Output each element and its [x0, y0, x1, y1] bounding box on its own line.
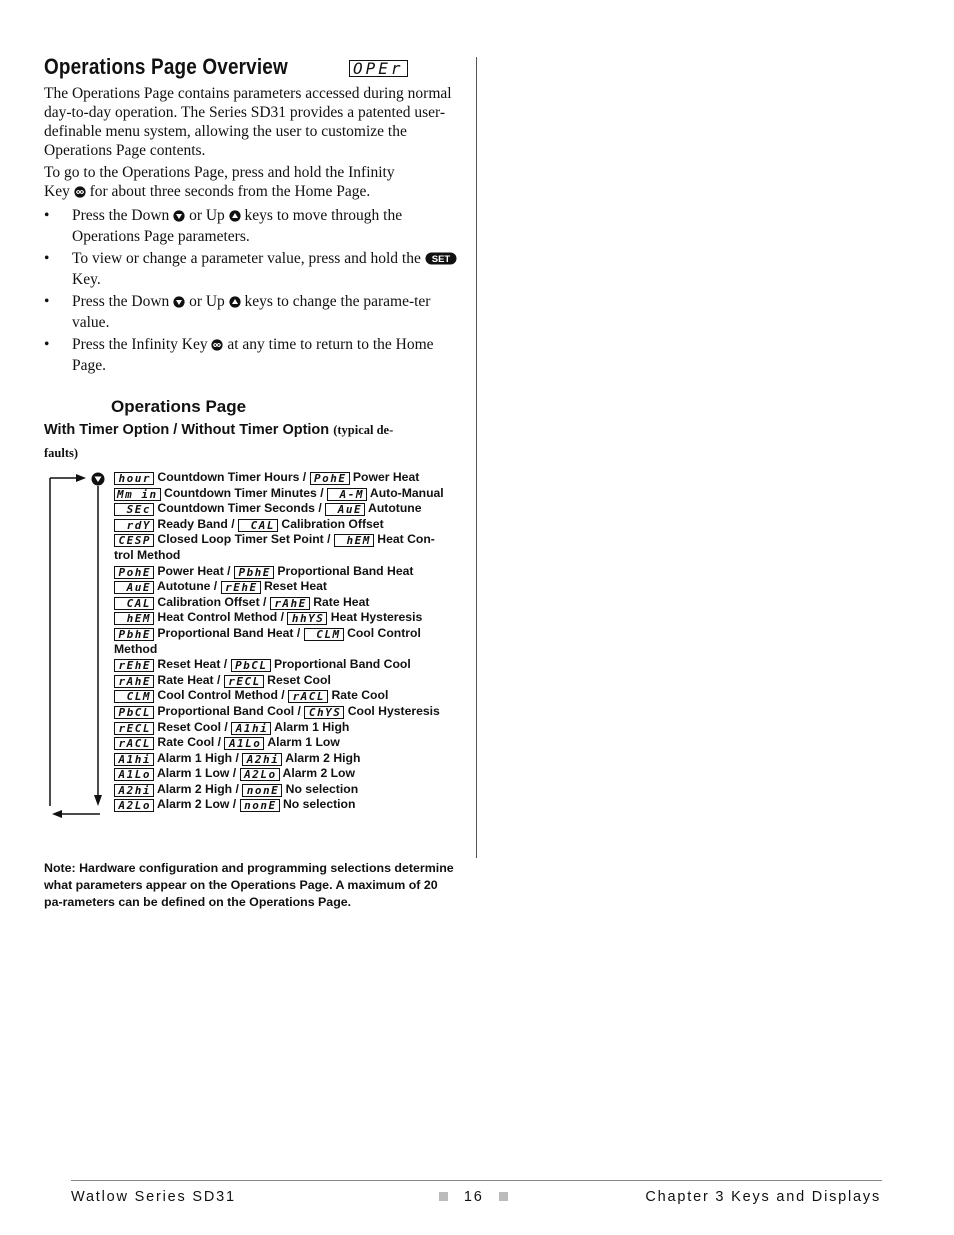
parameter-row — [114, 626, 454, 642]
parameter-label: Autotune / — [156, 579, 218, 594]
title-lcd-display — [349, 60, 408, 78]
footer-square-left — [439, 1192, 448, 1201]
lcd-param-code: CAL — [114, 597, 154, 610]
parameter-label: Countdown Timer Seconds / — [157, 501, 322, 516]
parameter-row — [114, 610, 454, 626]
bullet-text-a: To view or change a parameter value, press and hold the — [72, 250, 421, 267]
goto-text-1: To go to the Operations Page, press and hold the Infinity — [44, 164, 395, 181]
parameter-row — [114, 704, 454, 720]
parameter-row — [114, 564, 454, 580]
parameter-label: Reset Cool / — [157, 719, 228, 734]
parameter-row — [114, 579, 454, 595]
page-title: Operations Page Overview — [44, 54, 288, 79]
bullet-text — [72, 335, 464, 375]
up-arrow-key-icon — [229, 294, 241, 313]
subsection-title — [44, 422, 393, 438]
lcd-param-code-default: A1hi — [231, 722, 271, 735]
bullet-text-a: Press the Down — [72, 207, 170, 224]
bullet-item — [44, 206, 464, 244]
footer-left: Watlow Series SD31 — [71, 1189, 236, 1205]
bullet-dot: • — [44, 336, 50, 353]
parameter-default-label: Cool Hysteresis — [347, 703, 440, 718]
parameter-row — [114, 501, 454, 517]
parameter-row — [114, 751, 454, 767]
subsection-note-a: (typical de- — [333, 423, 394, 437]
bullet-text-b: or Up — [189, 207, 225, 224]
parameter-default-label: Rate Heat — [313, 594, 370, 609]
parameter-default-label: Alarm 2 Low — [282, 766, 355, 781]
subsection-note-b: faults) — [44, 446, 79, 460]
lcd-param-code: hour — [114, 472, 154, 485]
infinity-key-icon — [74, 184, 86, 203]
bullet-dot: • — [44, 293, 50, 310]
lcd-param-code: PohE — [114, 566, 154, 579]
intro-paragraph: The Operations Page contains parameters accessed during normal day-to-day operation. The Series SD31 provides a patented user-definable menu system, allowing the user to customize the Operations Page contents. — [44, 85, 452, 159]
lcd-param-code: SEc — [114, 503, 154, 516]
bullet-text-a: Press the Infinity Key — [72, 336, 208, 353]
column-divider — [476, 57, 477, 858]
footer-divider — [71, 1180, 882, 1181]
lcd-param-code-default: A2hi — [242, 753, 282, 766]
parameter-label: Alarm 1 High / — [156, 750, 239, 765]
footer-page-number — [439, 1189, 508, 1205]
lcd-param-code-default: nonE — [240, 799, 280, 812]
subsection-title-text: With Timer Option / Without Timer Option — [44, 422, 330, 438]
parameter-default-label: Autotune — [368, 501, 422, 516]
parameter-row — [114, 735, 454, 751]
lcd-param-code-default: PbhE — [234, 566, 274, 579]
down-arrowhead — [94, 795, 102, 806]
parameter-row — [114, 720, 454, 736]
parameter-row — [114, 673, 454, 689]
note-text: Note: Hardware configuration and programming selections determine what parameters appear on the Operations Page. A maximum of 20 pa-rameters can be defined on the Operations Page. — [44, 861, 454, 909]
lcd-param-code-default: PbCL — [231, 659, 271, 672]
parameter-label: Countdown Timer Hours / — [157, 470, 307, 484]
parameter-default-label: Alarm 1 High — [274, 719, 350, 734]
parameter-default-label: Reset Cool — [267, 672, 331, 687]
goto-text-2a: Key — [44, 183, 70, 200]
page-number: 16 — [463, 1189, 484, 1205]
bullet-text — [72, 249, 464, 289]
down-arrow-key-icon — [173, 294, 185, 313]
parameter-default-label: Cool Control — [347, 625, 421, 640]
set-key-icon — [425, 251, 457, 270]
parameter-row-continuation: trol Method — [114, 547, 181, 562]
bullet-item — [44, 292, 464, 330]
lcd-param-code-default: AuE — [325, 503, 365, 516]
bottom-arrowhead — [52, 810, 62, 818]
lcd-param-code: hEM — [114, 612, 154, 625]
lcd-param-code: PbCL — [114, 706, 154, 719]
bullet-text-b: or Up — [189, 293, 225, 310]
parameter-row — [114, 797, 454, 813]
lcd-param-code: rAhE — [114, 675, 154, 688]
parameter-default-label: No selection — [282, 797, 356, 812]
parameter-row — [114, 782, 454, 798]
bullet-text-b: at any time to return to the Home Page. — [72, 336, 434, 374]
bullet-item — [44, 249, 464, 287]
parameter-label: Alarm 2 High / — [156, 781, 239, 796]
lcd-param-code: CESP — [114, 534, 154, 547]
bullet-text — [72, 292, 464, 332]
parameter-default-label: Reset Heat — [263, 579, 327, 594]
lcd-param-code: PbhE — [114, 628, 154, 641]
parameter-list — [114, 470, 454, 813]
lcd-param-code-default: rEhE — [221, 581, 261, 594]
parameter-default-label: Rate Cool — [331, 688, 389, 703]
lcd-param-code: rEhE — [114, 659, 154, 672]
parameter-label: Proportional Band Cool / — [157, 703, 301, 718]
bullet-text-a: Press the Down — [72, 293, 170, 310]
lcd-oper: OPEr — [349, 60, 408, 77]
parameter-label: Cool Control Method / — [157, 688, 285, 703]
lcd-param-code-default: A-M — [327, 488, 367, 501]
parameter-default-label: Calibration Offset — [281, 516, 384, 531]
lcd-param-code-default: CAL — [238, 519, 278, 532]
bullet-item — [44, 335, 464, 373]
top-arrowhead — [76, 474, 86, 482]
parameter-default-label: Heat Con- — [377, 532, 435, 547]
footer-square-right — [499, 1192, 508, 1201]
lcd-param-code-default: rECL — [224, 675, 264, 688]
bullet-text-c: keys to change the parame-ter value. — [72, 293, 431, 331]
lcd-param-code-default: nonE — [242, 784, 282, 797]
parameter-row — [114, 486, 454, 502]
lcd-param-code-default: rAhE — [270, 597, 310, 610]
lcd-param-code: A1Lo — [114, 768, 154, 781]
bullet-text-c: keys to move through the Operations Page parameters. — [72, 207, 403, 245]
svg-text:SET: SET — [431, 254, 450, 265]
lcd-param-code-default: hhYS — [287, 612, 327, 625]
goto-paragraph — [44, 163, 464, 203]
parameter-label: Rate Cool / — [157, 735, 222, 750]
lcd-param-code-default: CLM — [304, 628, 344, 641]
lcd-param-code: rACL — [114, 737, 154, 750]
infinity-key-icon — [211, 337, 223, 356]
parameter-label: Closed Loop Timer Set Point / — [157, 532, 331, 547]
lcd-param-code: CLM — [114, 690, 154, 703]
bullet-text-b: Key. — [72, 271, 101, 288]
up-arrow-key-icon — [229, 208, 241, 227]
parameter-label: Calibration Offset / — [157, 594, 267, 609]
parameter-label: Proportional Band Heat / — [157, 625, 301, 640]
parameter-default-label: Auto-Manual — [369, 485, 444, 500]
lcd-param-code: A1hi — [114, 753, 154, 766]
bullet-text — [72, 206, 464, 246]
lcd-param-code: A2Lo — [114, 799, 154, 812]
parameter-default-label: Power Heat — [352, 470, 420, 484]
parameter-default-label: Alarm 1 Low — [267, 735, 340, 750]
lcd-param-code: rdY — [114, 519, 154, 532]
lcd-param-code: AuE — [114, 581, 154, 594]
down-arrow-key-icon — [92, 473, 105, 486]
parameter-row — [114, 688, 454, 704]
lcd-param-code-default: ChYS — [304, 706, 344, 719]
parameter-default-label: Alarm 2 High — [285, 750, 361, 765]
lcd-param-code-default: PohE — [310, 472, 350, 485]
lcd-param-code-default: rACL — [288, 690, 328, 703]
lcd-param-code-default: hEM — [334, 534, 374, 547]
parameter-default-label: Heat Hysteresis — [330, 610, 423, 625]
bullet-dot: • — [44, 250, 50, 267]
parameter-label: Countdown Timer Minutes / — [164, 485, 324, 500]
down-arrow-key-icon — [173, 208, 185, 227]
lcd-param-code-default: A2Lo — [240, 768, 280, 781]
parameter-row — [114, 595, 454, 611]
parameter-row — [114, 470, 454, 486]
parameter-default-label: Proportional Band Heat — [277, 563, 414, 578]
parameter-row — [114, 517, 454, 533]
parameter-label: Alarm 1 Low / — [156, 766, 237, 781]
parameter-label: Heat Control Method / — [157, 610, 284, 625]
parameter-label: Power Heat / — [157, 563, 231, 578]
parameter-label: Reset Heat / — [157, 657, 228, 672]
parameter-label: Ready Band / — [157, 516, 235, 531]
parameter-default-label: Proportional Band Cool — [273, 657, 411, 672]
lcd-param-code: Mm in — [114, 488, 161, 501]
parameter-row — [114, 766, 454, 782]
parameter-label: Rate Heat / — [157, 672, 221, 687]
lcd-param-code: A2hi — [114, 784, 154, 797]
parameter-default-label: No selection — [285, 781, 359, 796]
parameter-label: Alarm 2 Low / — [156, 797, 237, 812]
goto-text-2b: for about three seconds from the Home Page. — [89, 183, 371, 200]
lcd-param-code-default: A1Lo — [224, 737, 264, 750]
navigation-loop-arrows — [44, 468, 114, 822]
footer-right: Chapter 3 Keys and Displays — [645, 1189, 881, 1205]
parameter-row — [114, 532, 454, 548]
section-title: Operations Page — [111, 397, 247, 416]
lcd-param-code: rECL — [114, 722, 154, 735]
bullet-dot: • — [44, 207, 50, 224]
parameter-row — [114, 657, 454, 673]
parameter-row-continuation: Method — [114, 641, 158, 656]
